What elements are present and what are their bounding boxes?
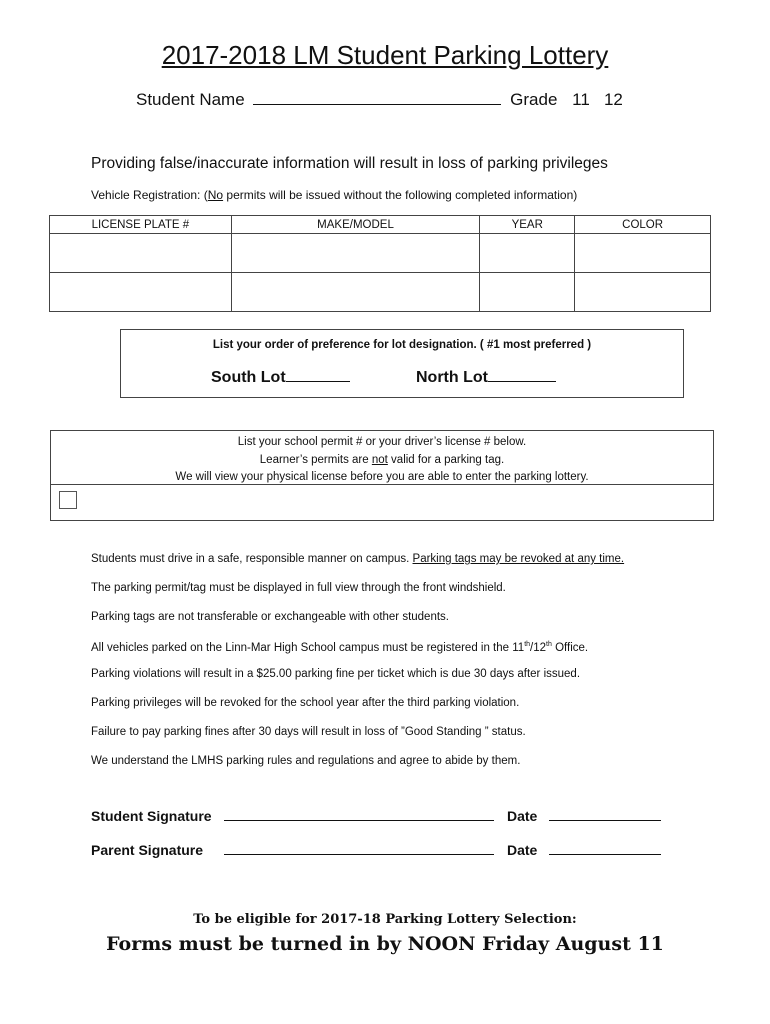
south-lot-label: South Lot — [211, 369, 286, 386]
permit-line-2 — [51, 452, 713, 470]
year-cell[interactable] — [480, 273, 575, 312]
list-item: We understand the LMHS parking rules and regulations and agree to abide by them. — [91, 754, 521, 767]
student-info-line — [136, 90, 623, 110]
column-header-make-model: MAKE/MODEL — [231, 216, 480, 234]
student-name-label: Student Name — [136, 90, 245, 109]
list-item — [91, 552, 624, 581]
permit-instructions — [51, 434, 713, 487]
parent-date-label: Date — [507, 842, 538, 858]
rule-1-underlined: Parking tags may be revoked at any time. — [412, 553, 625, 565]
parent-signature-row — [91, 840, 661, 858]
lot-preference-instruction: List your order of preference for lot designation. ( #1 most preferred ) — [212, 339, 592, 351]
list-item — [91, 638, 624, 667]
list-item: Parking violations will result in a $25.00 parking fine per ticket which is due 30 days after issued. — [91, 668, 581, 681]
grade-label: Grade — [510, 90, 558, 109]
table-row — [50, 273, 711, 312]
vehicle-reg-prefix: Vehicle Registration: ( — [91, 188, 208, 202]
vehicle-table-header — [50, 216, 711, 234]
parent-date-field[interactable] — [549, 840, 661, 855]
rule-4-mid: /12 — [530, 642, 547, 655]
list-item: Parking privileges will be revoked for the school year after the third parking violation. — [91, 696, 520, 709]
permit-divider — [51, 484, 713, 485]
page-title: 2017-2018 LM Student Parking Lottery — [161, 40, 609, 70]
eligibility-note: To be eligible for 2017-18 Parking Lottery Selection: — [193, 912, 577, 927]
north-lot-choice — [416, 367, 556, 387]
permit-line-3: We will view your physical license before you are able to enter the parking lottery. — [175, 471, 589, 483]
permit-box — [50, 430, 714, 521]
year-cell[interactable] — [480, 234, 575, 273]
make-model-cell[interactable] — [231, 234, 480, 273]
student-date-label: Date — [507, 808, 538, 824]
rule-4-sup-2: th — [546, 641, 552, 649]
color-cell[interactable] — [575, 234, 711, 273]
permit-line-2-not: not — [371, 453, 388, 466]
vehicle-registration-note — [91, 188, 577, 202]
north-lot-field[interactable] — [488, 367, 556, 382]
rule-4-before: All vehicles parked on the Linn-Mar High School campus must be registered in the 11 — [91, 642, 525, 655]
north-lot-label: North Lot — [416, 369, 488, 386]
student-signature-row — [91, 806, 661, 824]
permit-checkbox[interactable] — [59, 491, 77, 509]
table-row — [50, 234, 711, 273]
student-date-field[interactable] — [549, 806, 661, 821]
deadline-note: Forms must be turned in by NOON Friday August 11 — [106, 933, 664, 955]
column-header-color: COLOR — [575, 216, 711, 234]
permit-line-2-after: valid for a parking tag. — [387, 453, 505, 466]
vehicle-table — [49, 215, 711, 312]
rule-4-after: Office. — [551, 642, 589, 655]
south-lot-field[interactable] — [286, 367, 350, 382]
lot-preference-box — [120, 329, 684, 398]
accuracy-warning: Providing false/inaccurate information will result in loss of parking privileges — [91, 155, 608, 172]
parent-signature-field[interactable] — [224, 840, 494, 855]
color-cell[interactable] — [575, 273, 711, 312]
list-item: The parking permit/tag must be displayed in full view through the front windshield. — [91, 581, 506, 594]
parent-signature-label: Parent Signature — [91, 842, 204, 858]
student-name-field[interactable] — [253, 90, 501, 105]
column-header-year: YEAR — [480, 216, 575, 234]
license-plate-cell[interactable] — [50, 234, 232, 273]
grade-options[interactable]: 11 12 — [572, 90, 623, 109]
south-lot-choice — [211, 367, 350, 387]
list-item: Parking tags are not transferable or exchangeable with other students. — [91, 610, 449, 623]
student-signature-label: Student Signature — [91, 808, 212, 824]
student-signature-field[interactable] — [224, 806, 494, 821]
parking-rules-list — [91, 552, 624, 782]
vehicle-reg-no: No — [207, 188, 224, 202]
rule-1-text: Students must drive in a safe, responsible manner on campus. — [91, 553, 413, 565]
permit-line-2-before: Learner’s permits are — [259, 453, 372, 466]
column-header-license-plate: LICENSE PLATE # — [50, 216, 232, 234]
vehicle-reg-suffix: permits will be issued without the following completed information) — [223, 188, 578, 202]
list-item: Failure to pay parking fines after 30 days will result in loss of ”Good Standing ” status. — [91, 725, 526, 738]
make-model-cell[interactable] — [231, 273, 480, 312]
rule-4-sup-1: th — [524, 641, 531, 649]
license-plate-cell[interactable] — [50, 273, 232, 312]
permit-line-1: List your school permit # or your driver’s license # below. — [237, 436, 527, 448]
